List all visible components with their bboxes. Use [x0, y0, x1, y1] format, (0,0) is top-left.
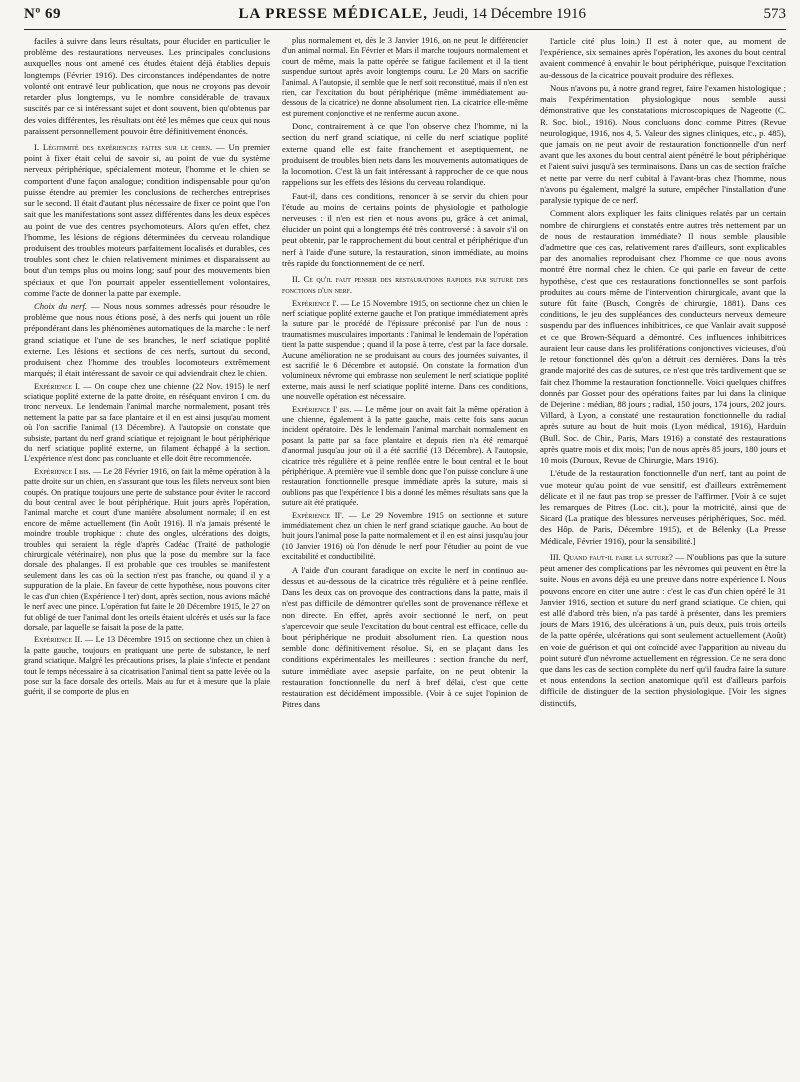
paragraph: [24, 301, 270, 380]
section-heading-1: I. Légitimité des expériences faites sur le chien.: [34, 141, 213, 152]
section-paragraph: [540, 552, 786, 709]
paragraph: A l'aide d'un courant faradique on excite le nerf in continuo au-dessus et au-dessous de la cicatrice très régulière et à peine renflée. Dans les deux cas on provoque des contractions dans la patte, mais il n'est pas difficile de démontrer qu'elles sont de provenance réflexe et non directe. En effet, après avoir sectionné le nerf, on peut s'apercevoir que seule l'excitation du bout central est efficace, celle du bout périphérique ne produit absolument rien. La question nous semble donc définitivement résolue. Si, en se plaçant dans les conditions expérimentales les meilleures : section franche du nerf, suture immédiate avec asepsie parfaite, on ne peut obtenir la restauration fonctionnelle du nerf à bref délai, c'est que cette restauration est décidément impossible. (Voir à ce sujet l'opinion de Pitres dans: [282, 564, 528, 710]
section-heading-2: II. Ce qu'il faut penser des restaurations rapides par suture des fonctions d'un nerf.: [282, 274, 528, 296]
journal-title: [239, 6, 587, 23]
page-header: [24, 0, 786, 30]
column-1: [24, 36, 270, 1076]
experiment-paragraph: [24, 635, 270, 697]
experiment-text: — Le 29 Novembre 1915 on sectionne et suture immédiatement chez un chien le nerf grand sciatique gauche. Au bout de huit jours l'animal pose la patte normalement et il en est ainsi jusqu'au jour (10 Janvier 1916) où l'on dénude le nerf pour l'étudier au point de vue excitabilité et conductibilité.: [282, 510, 528, 562]
paragraph: Nous n'avons pu, à notre grand regret, faire l'examen histologique ; mais l'expérimentation physiologique nous semble aussi démonstrative que les constatations microscopiques de Nageotte (C. R. Soc. biol., 1916). Nous concluons donc comme Pitres (Revue neurologique, 1916, nos 4, 5. Valeur des signes cliniques, etc., p. 485), que jamais on ne peut avoir de restauration fonctionnelle d'un nerf avant que les axones du bout central aient pénétré le bout périphérique et l'aient suivi jusqu'à ses terminaisons. Dans un cas de section fraîche et nette par verre du nerf cubital à l'avant-bras chez l'homme, nous n'avons pu également, malgré la suture, empêcher l'installation d'une paralysie typique de ce nerf.: [540, 82, 786, 206]
paragraph: faciles à suivre dans leurs résultats, pour élucider en particulier le problème des restaurations nerveuses. Les principales conclusions auxquelles nous ont amené ces études étaient déjà établies depuis longtemps (Février 1916). Des circonstances indépendantes de notre volonté ont entravé leur publication, que nous ne croyons pas devoir retarder plus longtemps, vu le nombre considérable de travaux suscités par ce si intéressant sujet et dont souvent, bien qu'obtenus par des voies différentes, les résultats ont été les mêmes que ceux qui nous paraissent personnellement pouvoir être définitivement énoncés.: [24, 36, 270, 136]
experiment-text: — Le 28 Février 1916, on fait la même opération à la patte droite sur un chien, en s'assurant que tous les filets nerveux sont bien coupés. On pratique toujours une perte de substance pour éviter le raccord du bout central avec le bout périphérique. Huit jours après l'opération, l'animal marche et court d'une manière absolument normale; il en est encore de même actuellement (fin Août 1916). Il n'a jamais présenté le moindre trouble trophique : chute des ongles, ulcérations des doigts, troubles qui seraient la règle d'après Cadéac (Traité de pathologie chirurgicale vétérinaire), non plus que la pose du membre sur la face dorsale des phalanges. Il est probable que ces troubles se manifestent seulement dans les cas où la section n'est pas franche, ou quand il y a suppuration de la plaie. En faveur de cette hypothèse, nous pouvons citer le cas d'un chien (Expérience I ter) dont, après section, nous avions mâché le nerf avec une pince. L'opération fut faite le 20 Décembre 1915, le 27 on fut obligé de tuer l'animal dont les orteils étaient ulcérés et usés sur la face dorsale, par laquelle se faisait la pose de la patte.: [24, 466, 270, 632]
experiment-label: Expérience I'.: [292, 298, 339, 308]
experiment-text: — Le 15 Novembre 1915, on sectionne chez un chien le nerf sciatique poplité externe gauche et l'on pratique immédiatement après la suture par le procédé de l'épissure préconisé par l'un de nous : traumatismes musculaires importants : l'animal le lendemain de l'opération tient la patte suspendue ; quand il la pose à terre, c'est par la face dorsale. Aucune amélioration ne se produisant au cours des journées suivantes, il est sacrifié le 6 Décembre et autopsié. On constate la formation d'un volumineux névrome qui embrasse non seulement le nerf sciatique poplité externe, mais aussi le nerf sciatique poplité interne. Dans ces conditions, une nouvelle opération est nécessaire.: [282, 298, 528, 402]
subheading-choix: Choix du nerf.: [34, 301, 88, 312]
experiment-label: Expérience I' bis.: [292, 404, 352, 414]
experiment-paragraph: plus normalement et, dès le 3 Janvier 1916, on ne peut le différencier d'un animal normal. En Février et Mars il marche toujours normalement et court de même, mais la patte opérée se fatigue facilement et il la tient suspendue surtout après avoir longtemps couru. Le 20 Mars on sacrifie l'animal. A l'autopsie, il semble que le nerf soit reconstitué, mais il n'en est rien, car l'excitation du bout périphérique (même immédiatement au-dessous de la cicatrice) ne donne absolument rien. La cicatrice elle-même est purement conjonctive et ne renferme aucun axone.: [282, 36, 528, 118]
paragraph-text: — N'oublions pas que la suture peut amener des complications par les névromes qui peuvent en être la suite. Nous en avons déjà eu une preuve dans notre expérience I. Nous pouvons encore en citer une autre : c'est le cas d'un chien opéré le 31 Janvier 1916, section et suture du nerf grand sciatique. Ce chien, qui est allé d'abord très bien, n'a pas tardé à présenter, dans les premiers jours de Mars 1916, des ulcérations à un, puis deux, puis trois orteils de la patte opérée, ulcérations qui sont seulement actuellement (Août) en voie de guérison et qui ont coïncidé avec l'apparition au niveau du point suturé d'un névrome actuellement en régression. Ce ne sera donc que dans les cas de section complète du nerf qu'il faudra faire la suture et nous entendons la section anatomique qu'il est d'ailleurs parfois difficile de distinguer de la section physiologique. [Voir les signes distinctifs,: [540, 551, 786, 708]
column-3: [540, 36, 786, 1076]
issue-number: Nº 69: [24, 6, 62, 22]
paragraph: Comment alors expliquer les faits cliniques relatés par un certain nombre de chirurgiens et constatés entre autres très nettement par un de nous de restauration immédiate? Il nous semble plausible d'admettre que ces cas, relativement rares d'ailleurs, sont explicables par des anomalies reproduisant chez l'homme ce que nous avons montré être normal chez le chien. Ce qui parle en faveur de cette hypothèse, c'est que ces restaurations fonctionnelles se sont parfois produites au cours même de l'intervention chirurgicale, avant que la suture fût faite (Busch, Congrès de chirurgie, 1881). Dans ces conditions, le jeu des suppléances des conducteurs nerveux demeure suspendu par des influences inhibitrices, ce que Vanlair avait supposé et ce que Brown-Séquard a démontré. Ces influences inhibitrices auraient leur cause dans les proliférations conjonctives vicieuses, d'où le retour fonctionnel dès qu'on a détruit ces dernières. Dans la très grande majorité des cas de sutures, ce n'est que très tardivement que se fait chez l'homme la restauration fonctionnelle. Voici quelques chiffres donnés par Gosset pour des opérations faites par lui dans la clinique de Dejerine : médian, 88 jours ; radial, 150 jours, 174 jours, 202 jours. Villard, à Lyon, a constaté une restauration fonctionnelle du radial après suture au bout de huit mois (Lyon médical, 1916), Harduin (Bull. Soc. de Chir., Paris, Mars 1916) a constaté des restaurations après quatre mois et dix mois; l'un de nous après 85 jours, 180 jours et 10 mois (Duroux, Revue de Chirurgie, Mars 1916).: [540, 208, 786, 466]
article-columns: [24, 36, 786, 1076]
paragraph-text: — Un premier point à fixer était celui de savoir si, au point de vue du système nerveux périphérique, spécialement moteur, l'homme et le chien se comportent d'une façon analogue; condition indispensable pour qu'on puisse étendre au premier les conclusions de recherches entreprises sur le second. Il était d'autant plus nécessaire de fixer ce point que l'on sait que les manifestations sont assez différentes dans les deux espèces au point de vue des centres psychomoteurs. Alors qu'en effet, chez l'homme, les lésions de régions déterminées du cerveau rolandique produisent des troubles moteurs parfaitement localisés et durables, ces troubles sont chez le chien relativement minimes et disparaissent au bout d'un temps plus ou moins long; sauf pour des mouvements bien spéciaux et que l'on pourrait appeler essentiellement volontaires, comme l'acte de donner la patte par exemple.: [24, 141, 270, 298]
experiment-text: — Le même jour on avait fait la même opération à une chienne, également à la patte gauche, mais cette fois sans aucun incident opératoire. Dès le lendemain l'animal marchait normalement en posant la patte par sa face plantaire et depuis rien n'a été remarqué d'anormal jusqu'au jour où il a été sacrifié (13 Décembre). A l'autopsie, cicatrice très régulière et à peine renflée entre le bout central et le bout périphérique. A première vue il semble donc que l'on puisse conclure à une restauration fonctionnelle presque immédiate après la suture, mais si oublions pas que l'expérience I bis a donné les mêmes résultats sans que la suture ait été pratiquée.: [282, 404, 528, 508]
experiment-label: Expérience I bis.: [34, 466, 91, 476]
page-number: 573: [763, 6, 786, 22]
experiment-paragraph: [282, 511, 528, 563]
experiment-text: — Le 13 Décembre 1915 on sectionne chez un chien à la patte gauche, toujours en pratiquant une perte de substance, le nerf grand sciatique. Malgré les précautions prises, la plaie s'infecte et pendant tout le temps nécessaire à sa cicatrisation l'animal tient sa patte levée ou la pose sur la face dorsale des orteils. Mais au fur et à mesure que la plaie guérit, il se comporte de plus en: [24, 635, 270, 697]
experiment-label: Expérience II'.: [292, 510, 344, 520]
experiment-paragraph: [282, 299, 528, 403]
paragraph: Faut-il, dans ces conditions, renoncer à se servir du chien pour l'étude au moins de certains points de physiologie et pathologie nerveuses : il n'en est rien et nous avons pu, grâce à cet animal, élucider un point qui a longtemps été très controversé : à savoir s'il on peut obtenir, par le rapprochement du bout central et périphérique d'un nerf à l'aide d'une suture, la restauration, sinon immédiate, au moins très rapide du fonctionnement de ce nerf.: [282, 190, 528, 268]
paragraph: l'article cité plus loin.) Il est à noter que, au moment de l'expérience, six semaines après l'opération, les axones du bout central avaient commencé à envahir le bout périphérique, puisque l'excitation au-dessous de la cicatrice pouvait produire des réflexes.: [540, 36, 786, 80]
column-2: [282, 36, 528, 1076]
experiment-paragraph: [24, 382, 270, 465]
paragraph: L'étude de la restauration fonctionnelle d'un nerf, tant au point de vue moteur qu'au point de vue sensitif, est d'ailleurs extrêmement délicate et il ne faut pas trop se presser de l'affirmer. [Voir à ce sujet les remarques de Pitres (Loc. cit.), pour la motricité, ainsi que de Sicard (La pratique des blessures nerveuses périphériques, Soc. méd. des Hôp. de Paris, Décembre 1915), et de Bélenky (La Presse Médicale, Février 1916), pour la sensibilité.]: [540, 468, 786, 546]
experiment-text: — On coupe chez une chienne (22 Nov. 1915) le nerf sciatique poplité externe de la patte droite, en réséquant environ 1 cm. du tronc nerveux. Le lendemain l'animal marche normalement, posant très nettement la patte par sa face plantaire et il en est ainsi jusqu'au moment où l'on sacrifie l'animal (13 Décembre). A l'autopsie on constate que subsiste, partant du nerf grand sciatique et rejoignant le bout périphérique du nerf sciatique poplité externe, un filament échappé à la section. L'expérience n'est donc pas concluante et elle doit être recommencée.: [24, 381, 270, 464]
experiment-label: Expérience I.: [34, 381, 80, 391]
experiment-paragraph: [24, 467, 270, 634]
experiment-paragraph: [282, 405, 528, 509]
experiment-label: Expérience II.: [34, 635, 83, 645]
journal-name: LA PRESSE MÉDICALE,: [238, 6, 428, 22]
section-paragraph: [24, 142, 270, 299]
paragraph: Donc, contrairement à ce que l'on observe chez l'homme, ni la section du nerf grand sciatique, ni celle du nerf sciatique poplité externe quand elle est faite franchement et aseptiquement, ne produisent de troubles bien nets dans les mouvements automatiques de la locomotion. C'est là un fait intéressant à rapprocher de ce que nous rappelions sur les effets des lésions du cerveau rolandique.: [282, 121, 528, 188]
section-heading-3: III. Quand faut-il faire la suture?: [550, 551, 673, 562]
issue-date: Jeudi, 14 Décembre 1916: [432, 6, 587, 22]
paragraph-text: — Nous nous sommes adressés pour résoudre le problème que nous nous étions posé, à des nerfs qui jouent un rôle prépondérant dans les phénomènes automatiques de la marche : le nerf grand sciatique et l'une de ses branches, le nerf sciatique poplité externe. Les lésions et sections de ces nerfs, surtout du second, produisent chez l'homme des troubles locomoteurs extrêmement marqués; il était intéressant de savoir ce qui adviendrait chez le chien.: [24, 301, 270, 379]
